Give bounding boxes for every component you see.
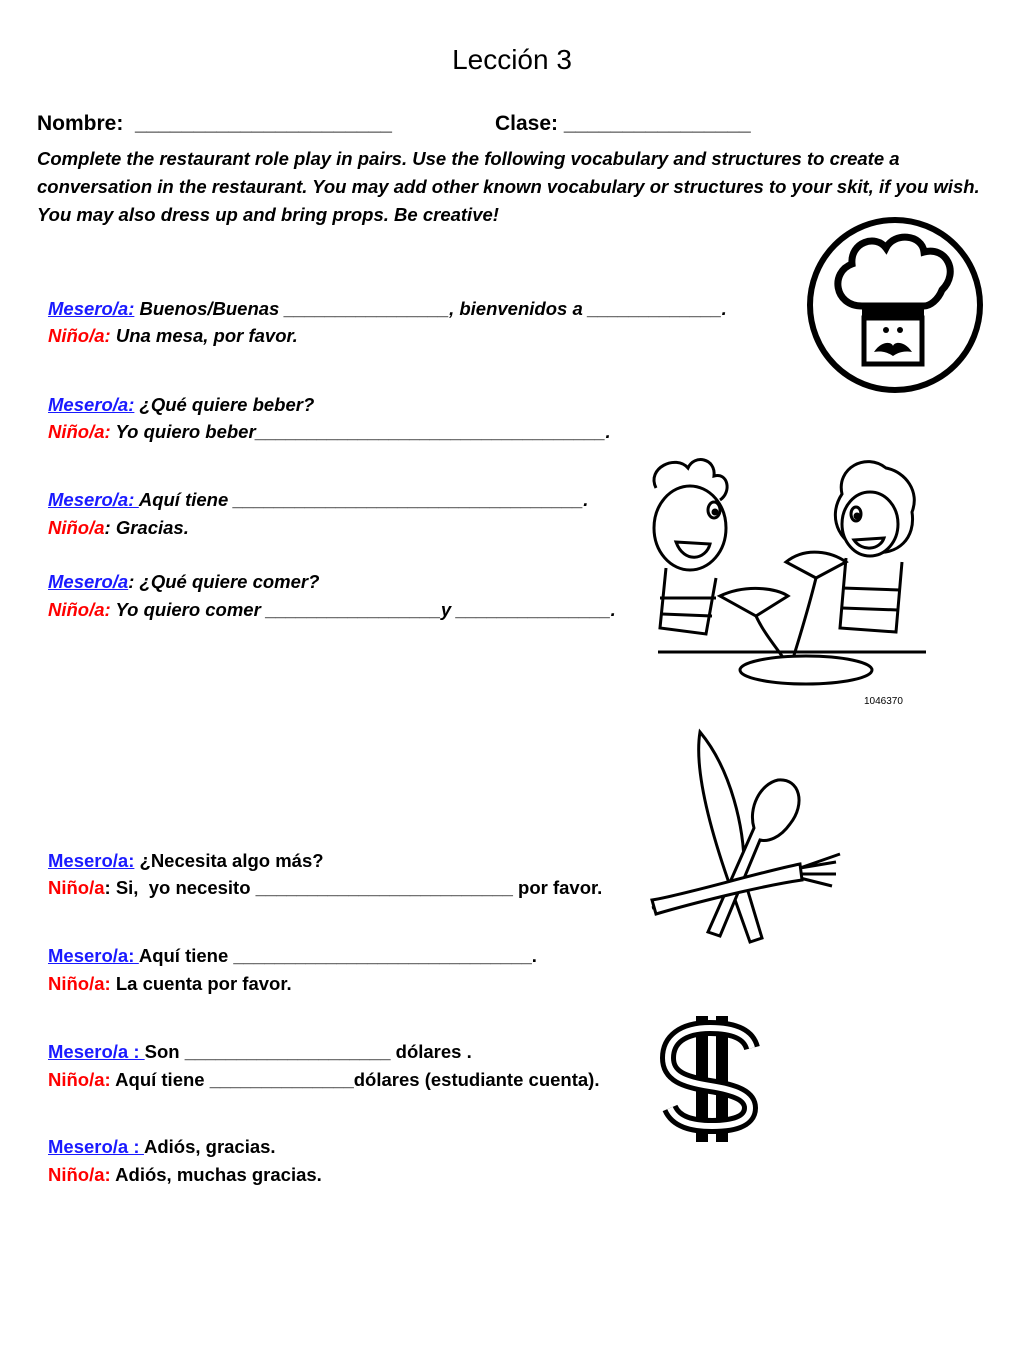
speaker-mesero: Mesero/a: bbox=[48, 394, 135, 415]
dialogue-line-16 bbox=[48, 1163, 322, 1187]
dollar-sign-icon bbox=[658, 1014, 764, 1144]
speaker-nino: Niño/a: bbox=[48, 599, 111, 620]
line-text: Aquí tiene ______________dólares (estudiante cuenta). bbox=[110, 1069, 600, 1090]
line-text: Buenos/Buenas ________________, bienvenidos a _____________. bbox=[134, 298, 727, 319]
chef-hat-icon bbox=[804, 214, 986, 396]
speaker-nino: Niño/a: bbox=[48, 325, 111, 346]
speaker-nino: Niño/a bbox=[48, 517, 105, 538]
speaker-nino: Niño/a: bbox=[48, 1164, 111, 1185]
dialogue-line-3 bbox=[48, 393, 314, 417]
dialogue-line-8 bbox=[48, 598, 616, 622]
instructions: Complete the restaurant role play in pairs. Use the following vocabulary and structures to create a conversation in the restaurant. You may add other known vocabulary or structures to your skit, if you wish. You may also dress up and bring props. Be creative! bbox=[37, 148, 980, 225]
line-text: Adiós, muchas gracias. bbox=[110, 1164, 322, 1185]
dialogue-line-6 bbox=[48, 516, 189, 540]
line-text: Yo quiero comer _________________y _______________. bbox=[110, 599, 616, 620]
dialogue-line-5 bbox=[48, 488, 588, 512]
line-text: ¿Necesita algo más? bbox=[134, 850, 324, 871]
speaker-mesero: Mesero/a : bbox=[48, 1041, 145, 1062]
line-text: ¿Qué quiere beber? bbox=[134, 394, 315, 415]
dialogue-line-2 bbox=[48, 324, 298, 348]
line-text: Adiós, gracias. bbox=[143, 1136, 276, 1157]
page-title: Lección 3 bbox=[452, 44, 572, 75]
clase-field: Clase: ________________ bbox=[495, 112, 751, 135]
image-code: 1046370 bbox=[864, 696, 903, 707]
dialogue-line-12 bbox=[48, 972, 292, 996]
speaker-nino: Niño/a: bbox=[48, 1069, 111, 1090]
speaker-mesero: Mesero/a: bbox=[48, 850, 135, 871]
nombre-field: Nombre: ______________________ bbox=[37, 112, 392, 135]
dialogue-line-7 bbox=[48, 570, 319, 594]
line-text: Son ____________________ dólares . bbox=[144, 1041, 472, 1062]
speaker-nino: Niño/a: bbox=[48, 973, 111, 994]
dialogue-line-15 bbox=[48, 1135, 276, 1159]
speaker-nino: Niño/a: bbox=[48, 421, 111, 442]
line-text: La cuenta por favor. bbox=[110, 973, 292, 994]
dialogue-line-14 bbox=[48, 1068, 599, 1092]
kids-eating-pizza-illustration bbox=[636, 448, 932, 710]
speaker-mesero: Mesero/a: bbox=[48, 489, 139, 510]
dialogue-line-4 bbox=[48, 420, 611, 444]
dialogue-line-1 bbox=[48, 297, 727, 321]
line-text: : Gracias. bbox=[104, 517, 189, 538]
line-text: Aquí tiene _____________________________. bbox=[138, 945, 537, 966]
dialogue-line-10 bbox=[48, 876, 602, 900]
dialogue-line-11 bbox=[48, 944, 537, 968]
speaker-nino: Niño/a bbox=[48, 877, 105, 898]
knife-spoon-fork-icon bbox=[650, 728, 842, 946]
dialogue-line-13 bbox=[48, 1040, 472, 1064]
speaker-mesero: Mesero/a: bbox=[48, 945, 139, 966]
line-text: : ¿Qué quiere comer? bbox=[128, 571, 320, 592]
speaker-mesero: Mesero/a : bbox=[48, 1136, 144, 1157]
speaker-mesero: Mesero/a bbox=[48, 571, 129, 592]
dialogue-line-9 bbox=[48, 849, 324, 873]
line-text: Yo quiero beber__________________________________. bbox=[110, 421, 611, 442]
line-text: : Si, yo necesito _________________________ por favor. bbox=[104, 877, 603, 898]
speaker-mesero: Mesero/a: bbox=[48, 298, 135, 319]
line-text: Aquí tiene __________________________________. bbox=[138, 489, 589, 510]
line-text: Una mesa, por favor. bbox=[110, 325, 298, 346]
